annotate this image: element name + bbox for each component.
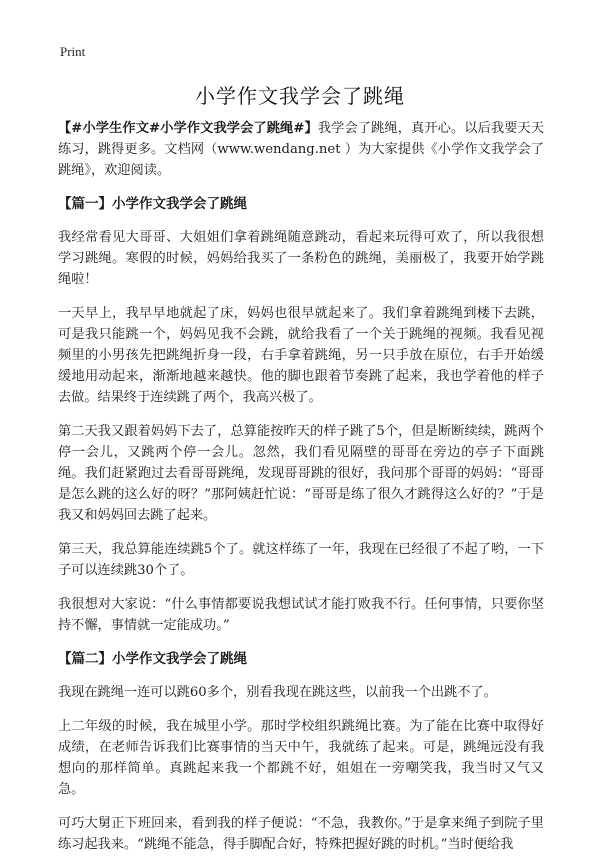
- paragraph: 我现在跳绳一连可以跳60多个，别看我现在跳这些，以前我一个出跳不了。: [58, 685, 497, 700]
- paragraph: 我经常看见大哥哥、大姐姐们拿着跳绳随意跳动，看起来玩得可欢了，所以我很想学习跳绳。寒假的时候，妈妈给我买了一条粉色的跳绳，美丽极了，我要开始学跳绳啦！: [58, 230, 544, 287]
- paragraph: 可巧大舅正下班回来，看到我的样子便说：“不急，我教你。”于是拿来绳子到院子里练习起我来。“跳绳不能急，得手脚配合好，特殊把握好跳的时机。”当时便给我: [58, 816, 544, 852]
- paragraph: 第三天，我总算能连续跳5个了。就这样练了一年，我现在已经很了不起了哟，一下子可以连续跳30个了。: [58, 542, 544, 578]
- paragraph: 第二天我又跟着妈妈下去了，总算能按昨天的样子跳了5个，但是断断续续，跳两个停一会儿，又跳两个停一会儿。忽然，我们看见隔壁的哥哥在旁边的亭子下面跳绳。我们赶紧跑过去看哥哥跳绳，发现哥哥跳的很好，我问那个哥哥的妈妈：“哥哥是怎么跳的这么好的呀？”那阿姨赶忙说：“哥哥是练了很久才跳得这么好的？”于是我又和妈妈回去跳了起来。: [58, 424, 544, 523]
- paragraph: 一天早上，我早早地就起了床，妈妈也很早就起来了。我们拿着跳绳到楼下去跳，可是我只能跳一个，妈妈见我不会跳，就给我看了一个关于跳绳的视频。我看见视频里的小男孩先把跳绳折身一段，右手拿着跳绳，另一只手放在原位，右手开始缓缓地用动起来，渐渐地越来越快。他的脚也跟着节奏跳了起来，我也学着他的样子去做。结果终于连续跳了两个，我高兴极了。: [58, 306, 544, 405]
- document-body: [58, 118, 544, 868]
- intro-paragraph: [58, 118, 544, 181]
- intro-text: 我学会了跳绳，真开心。以后我要天天练习，跳得更多。文档网（www.wendang.net ）为大家提供《小学作文我学会了跳绳》，欢迎阅读。: [58, 121, 545, 178]
- paragraph: 上二年级的时候，我在城里小学。那时学校组织跳绳比赛。为了能在比赛中取得好成绩，在老师告诉我们比赛事情的当天中午，我就练了起来。可是，跳绳远没有我想向的那样简单。真跳起来我一个都跳不好，姐姐在一旁嘲笑我，我当时又气又急。: [58, 719, 544, 797]
- intro-tag: 【#小学生作文#小学作文我学会了跳绳#】: [58, 121, 318, 136]
- paragraph: 我很想对大家说：“什么事情都要说我想试试才能打败我不行。任何事情，只要你坚持不懈，事情就一定能成功。”: [58, 597, 544, 633]
- section-heading-1: 【篇一】小学作文我学会了跳绳: [58, 196, 247, 212]
- print-label: Print: [60, 44, 86, 59]
- document-title: 小学作文我学会了跳绳: [195, 84, 405, 108]
- section-heading-2: 【篇二】小学作文我学会了跳绳: [58, 651, 247, 667]
